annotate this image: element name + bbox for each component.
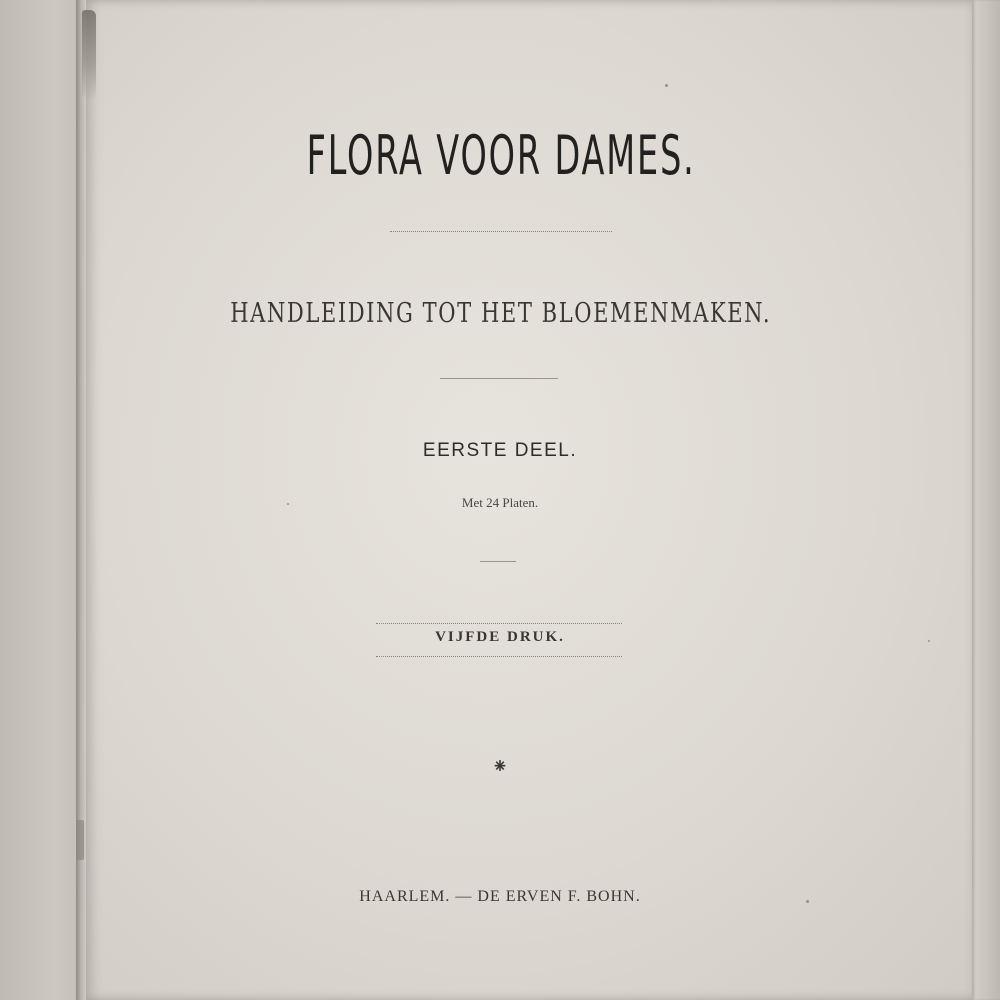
plates-note: Met 24 Platen. [461,495,539,510]
gutter-tear [82,10,96,100]
paper-speck [287,503,289,505]
edition-rule-top [376,623,622,624]
edition-label: VIJFDE DRUK. [435,629,565,645]
paper-speck [665,84,668,87]
plates-rule [480,561,516,562]
paper-speck [928,640,930,642]
publisher-imprint: HAARLEM. — DE ERVEN F. BOHN. [359,888,641,905]
asterism-ornament: ⁕ [491,754,509,778]
title-rule [390,231,612,232]
book-subtitle: HANDLEIDING TOT HET BLOEMENMAKEN. [230,298,772,329]
gutter-mark [76,820,84,860]
paper-speck [806,900,809,903]
book-title: FLORA VOOR DAMES. [306,124,696,187]
edition-rule-bottom [376,656,622,657]
volume-label: EERSTE DEEL. [422,440,578,461]
subtitle-rule [440,378,558,379]
